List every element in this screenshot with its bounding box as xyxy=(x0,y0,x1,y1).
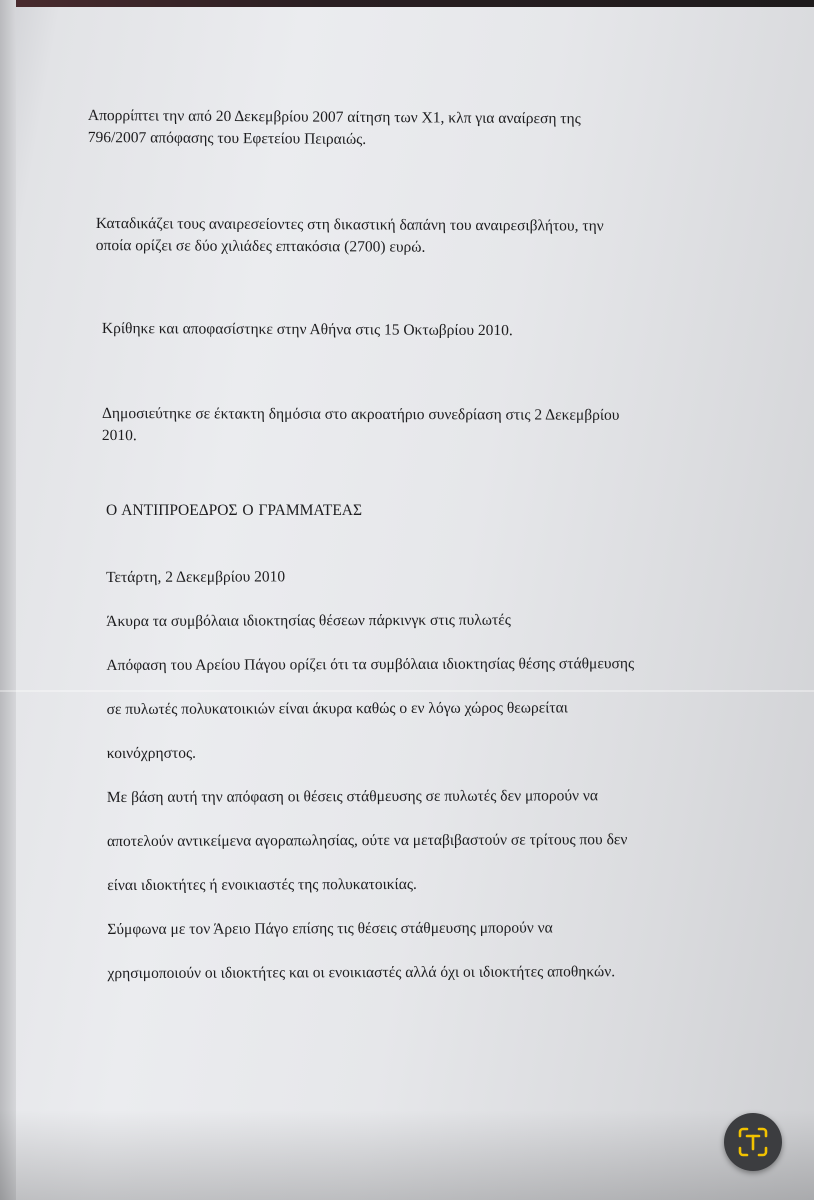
signatures-line: Ο ΑΝΤΙΠΡΟΕΔΡΟΣ Ο ΓΡΑΜΜΑΤΕΑΣ xyxy=(106,502,363,519)
article-line: Με βάση αυτή την απόφαση οι θέσεις στάθμευσης σε πυλωτές δεν μπορούν να xyxy=(106,787,599,806)
article-line: Σύμφωνα με τον Άρειο Πάγο επίσης τις θέσεις στάθμευσης μπορούν να xyxy=(107,919,553,938)
article-line: σε πυλωτές πολυκατοικιών είναι άκυρα καθώς ο εν λόγω χώρος θεωρείται xyxy=(106,699,568,718)
text-scan-icon xyxy=(737,1126,769,1158)
paragraph-publication-date: Δημοσιεύτηκε σε έκτακτη δημόσια στο ακροατήριο συνεδρίαση στις 2 Δεκεμβρίου 2010. xyxy=(101,405,620,445)
article-line: χρησιμοποιούν οι ιδιοκτήτες και οι ενοικιαστές αλλά όχι οι ιδιοκτήτες αποθηκών. xyxy=(107,963,616,982)
paragraph-court-costs: Καταδικάζει τους αναιρεσείοντες στη δικαστική δαπάνη του αναιρεσιβλήτου, την οποία ορίζει σε δύο χιλιάδες επτακόσια (2700) ευρώ. xyxy=(95,214,604,256)
text-scan-button[interactable] xyxy=(724,1113,782,1171)
bottom-shadow xyxy=(0,1110,814,1200)
article-block xyxy=(106,543,748,1007)
paper-left-edge xyxy=(0,0,16,1200)
paragraph-decision-date: Κρίθηκε και αποφασίστηκε στην Αθήνα στις 15 Οκτωβρίου 2010. xyxy=(101,319,513,340)
article-line: αποτελούν αντικείμενα αγοραπωλησίας, ούτε να μεταβιβαστούν σε τρίτους που δεν xyxy=(107,831,628,850)
article-date: Τετάρτη, 2 Δεκεμβρίου 2010 xyxy=(106,568,286,586)
background-edge xyxy=(0,0,814,7)
article-line: κοινόχρηστος. xyxy=(106,744,196,762)
article-headline: Άκυρα τα συμβόλαια ιδιοκτησίας θέσεων πάρκινγκ στις πυλωτές xyxy=(106,611,511,630)
article-line: Απόφαση του Αρείου Πάγου ορίζει ότι τα συμβόλαια ιδιοκτησίας θέσης στάθμευσης xyxy=(106,655,635,674)
article-line: είναι ιδιοκτήτες ή ενοικιαστές της πολυκατοικίας. xyxy=(107,875,417,894)
paragraph-appeal-rejected: Απορρίπτει την από 20 Δεκεμβρίου 2007 αίτηση των Χ1, κλπ για αναίρεση της 796/2007 απόφασης του Εφετείου Πειραιώς. xyxy=(87,106,581,148)
